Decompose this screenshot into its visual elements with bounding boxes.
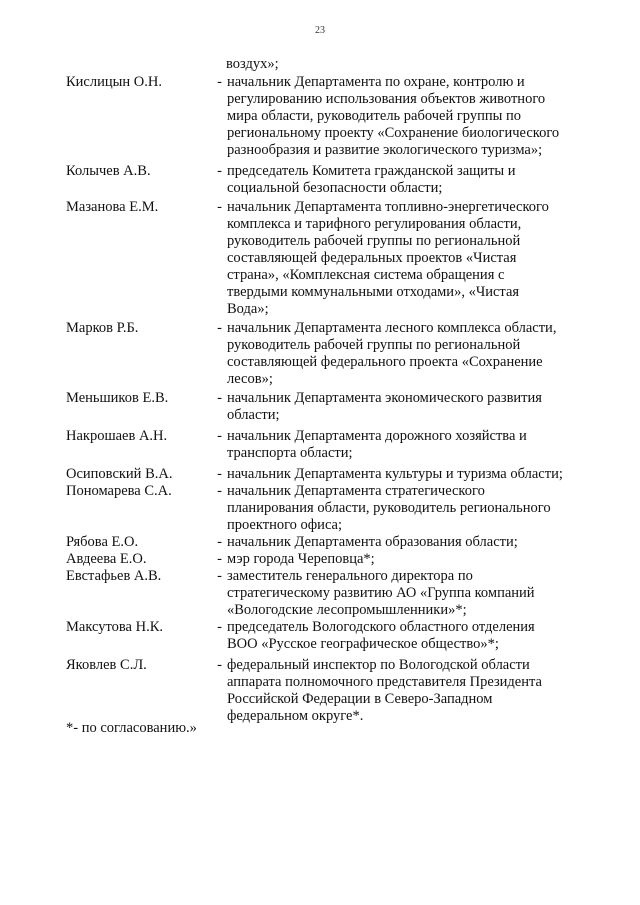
role-line: начальник Департамента лесного комплекса области,	[227, 320, 557, 336]
role-line: разнообразия и развитие экологического туризма»;	[227, 142, 543, 158]
role-line: федеральный инспектор по Вологодской области	[227, 657, 530, 673]
role-line: начальник Департамента по охране, контролю и	[227, 74, 525, 90]
member-row	[66, 619, 586, 653]
role-line: стратегическому развитию АО «Группа компаний	[227, 585, 535, 601]
member-name: Накрошаев А.Н.	[66, 428, 168, 444]
role-line: твердыми коммунальными отходами», «Чистая	[227, 284, 520, 300]
member-row	[66, 390, 586, 424]
member-name: Осиповский В.А.	[66, 466, 173, 482]
role-line: начальник Департамента дорожного хозяйства и	[227, 428, 527, 444]
role-line: председатель Комитета гражданской защиты и	[227, 163, 516, 179]
member-name: Марков Р.Б.	[66, 320, 139, 336]
member-list	[66, 56, 586, 725]
role-line: ВОО «Русское географическое общество»*;	[227, 636, 499, 652]
entries-container	[66, 74, 586, 725]
member-name: Максутова Н.К.	[66, 619, 164, 635]
member-role	[226, 657, 586, 725]
member-row	[66, 466, 586, 483]
role-line: проектного офиса;	[227, 517, 343, 533]
dash-separator: -	[217, 163, 222, 179]
role-line: регулированию использования объектов животного	[227, 91, 546, 107]
role-line: мира области, руководитель рабочей группы по	[227, 108, 522, 124]
role-line: региональному проекту «Сохранение биологического	[227, 125, 560, 141]
role-line: транспорта области;	[227, 445, 353, 461]
dash-separator: -	[217, 199, 222, 215]
role-line: начальник Департамента культуры и туризма области;	[227, 466, 563, 482]
role-line: федеральном округе*.	[227, 708, 364, 724]
member-role	[226, 568, 586, 619]
member-name: Яковлев С.Л.	[66, 657, 147, 673]
member-name: Кислицын О.Н.	[66, 74, 162, 90]
member-row	[66, 483, 586, 534]
member-row	[66, 657, 586, 725]
member-row	[66, 534, 586, 551]
role-line: начальник Департамента образования области;	[227, 534, 518, 550]
member-role	[226, 199, 586, 318]
role-line: руководитель рабочей группы по региональной	[227, 233, 521, 249]
dash-separator: -	[217, 657, 222, 673]
member-role	[226, 551, 586, 568]
role-line: руководитель рабочей группы по региональной	[227, 337, 521, 353]
member-row	[66, 320, 586, 388]
role-line: Российской Федерации в Северо-Западном	[227, 691, 493, 707]
dash-separator: -	[217, 534, 222, 550]
role-line: начальник Департамента стратегического	[227, 483, 485, 499]
member-row	[66, 551, 586, 568]
footnote: *- по согласованию.»	[66, 720, 197, 736]
member-row	[66, 74, 586, 159]
role-line: председатель Вологодского областного отделения	[227, 619, 535, 635]
role-line: области;	[227, 407, 280, 423]
member-role	[226, 320, 586, 388]
role-line: аппарата полномочного представителя Президента	[227, 674, 542, 690]
member-row	[66, 199, 586, 318]
member-name: Авдеева Е.О.	[66, 551, 147, 567]
role-line: социальной безопасности области;	[227, 180, 443, 196]
member-row	[66, 568, 586, 619]
member-role	[226, 534, 586, 551]
dash-separator: -	[217, 428, 222, 444]
role-line: начальник Департамента экономического развития	[227, 390, 542, 406]
dash-separator: -	[217, 483, 222, 499]
member-name: Колычев А.В.	[66, 163, 151, 179]
role-line: планирования области, руководитель регионального	[227, 500, 551, 516]
role-line: заместитель генерального директора по	[227, 568, 473, 584]
dash-separator: -	[217, 466, 222, 482]
continuation-line: воздух»;	[226, 56, 279, 72]
member-name: Евстафьев А.В.	[66, 568, 162, 584]
dash-separator: -	[217, 619, 222, 635]
member-row	[66, 163, 586, 197]
member-role	[226, 428, 586, 462]
role-line: лесов»;	[227, 371, 273, 387]
member-row	[66, 428, 586, 462]
role-line: мэр города Череповца*;	[227, 551, 375, 567]
role-line: начальник Департамента топливно-энергетического	[227, 199, 549, 215]
role-line: комплекса и тарифного регулирования области,	[227, 216, 522, 232]
dash-separator: -	[217, 390, 222, 406]
member-name: Пономарева С.А.	[66, 483, 172, 499]
member-role	[226, 483, 586, 534]
member-name: Меньшиков Е.В.	[66, 390, 169, 406]
member-role	[226, 163, 586, 197]
member-name: Рябова Е.О.	[66, 534, 139, 550]
member-role	[226, 466, 586, 483]
member-role	[226, 619, 586, 653]
role-line: Вода»;	[227, 301, 269, 317]
member-role	[226, 390, 586, 424]
role-line: «Вологодские лесопромышленники»*;	[227, 602, 467, 618]
role-line: страна», «Комплексная система обращения с	[227, 267, 505, 283]
dash-separator: -	[217, 74, 222, 90]
role-line: составляющей федерального проекта «Сохранение	[227, 354, 543, 370]
role-line: составляющей федеральных проектов «Чистая	[227, 250, 517, 266]
page-number: 23	[315, 25, 325, 36]
dash-separator: -	[217, 320, 222, 336]
dash-separator: -	[217, 568, 222, 584]
member-role	[226, 74, 586, 159]
dash-separator: -	[217, 551, 222, 567]
member-name: Мазанова Е.М.	[66, 199, 159, 215]
